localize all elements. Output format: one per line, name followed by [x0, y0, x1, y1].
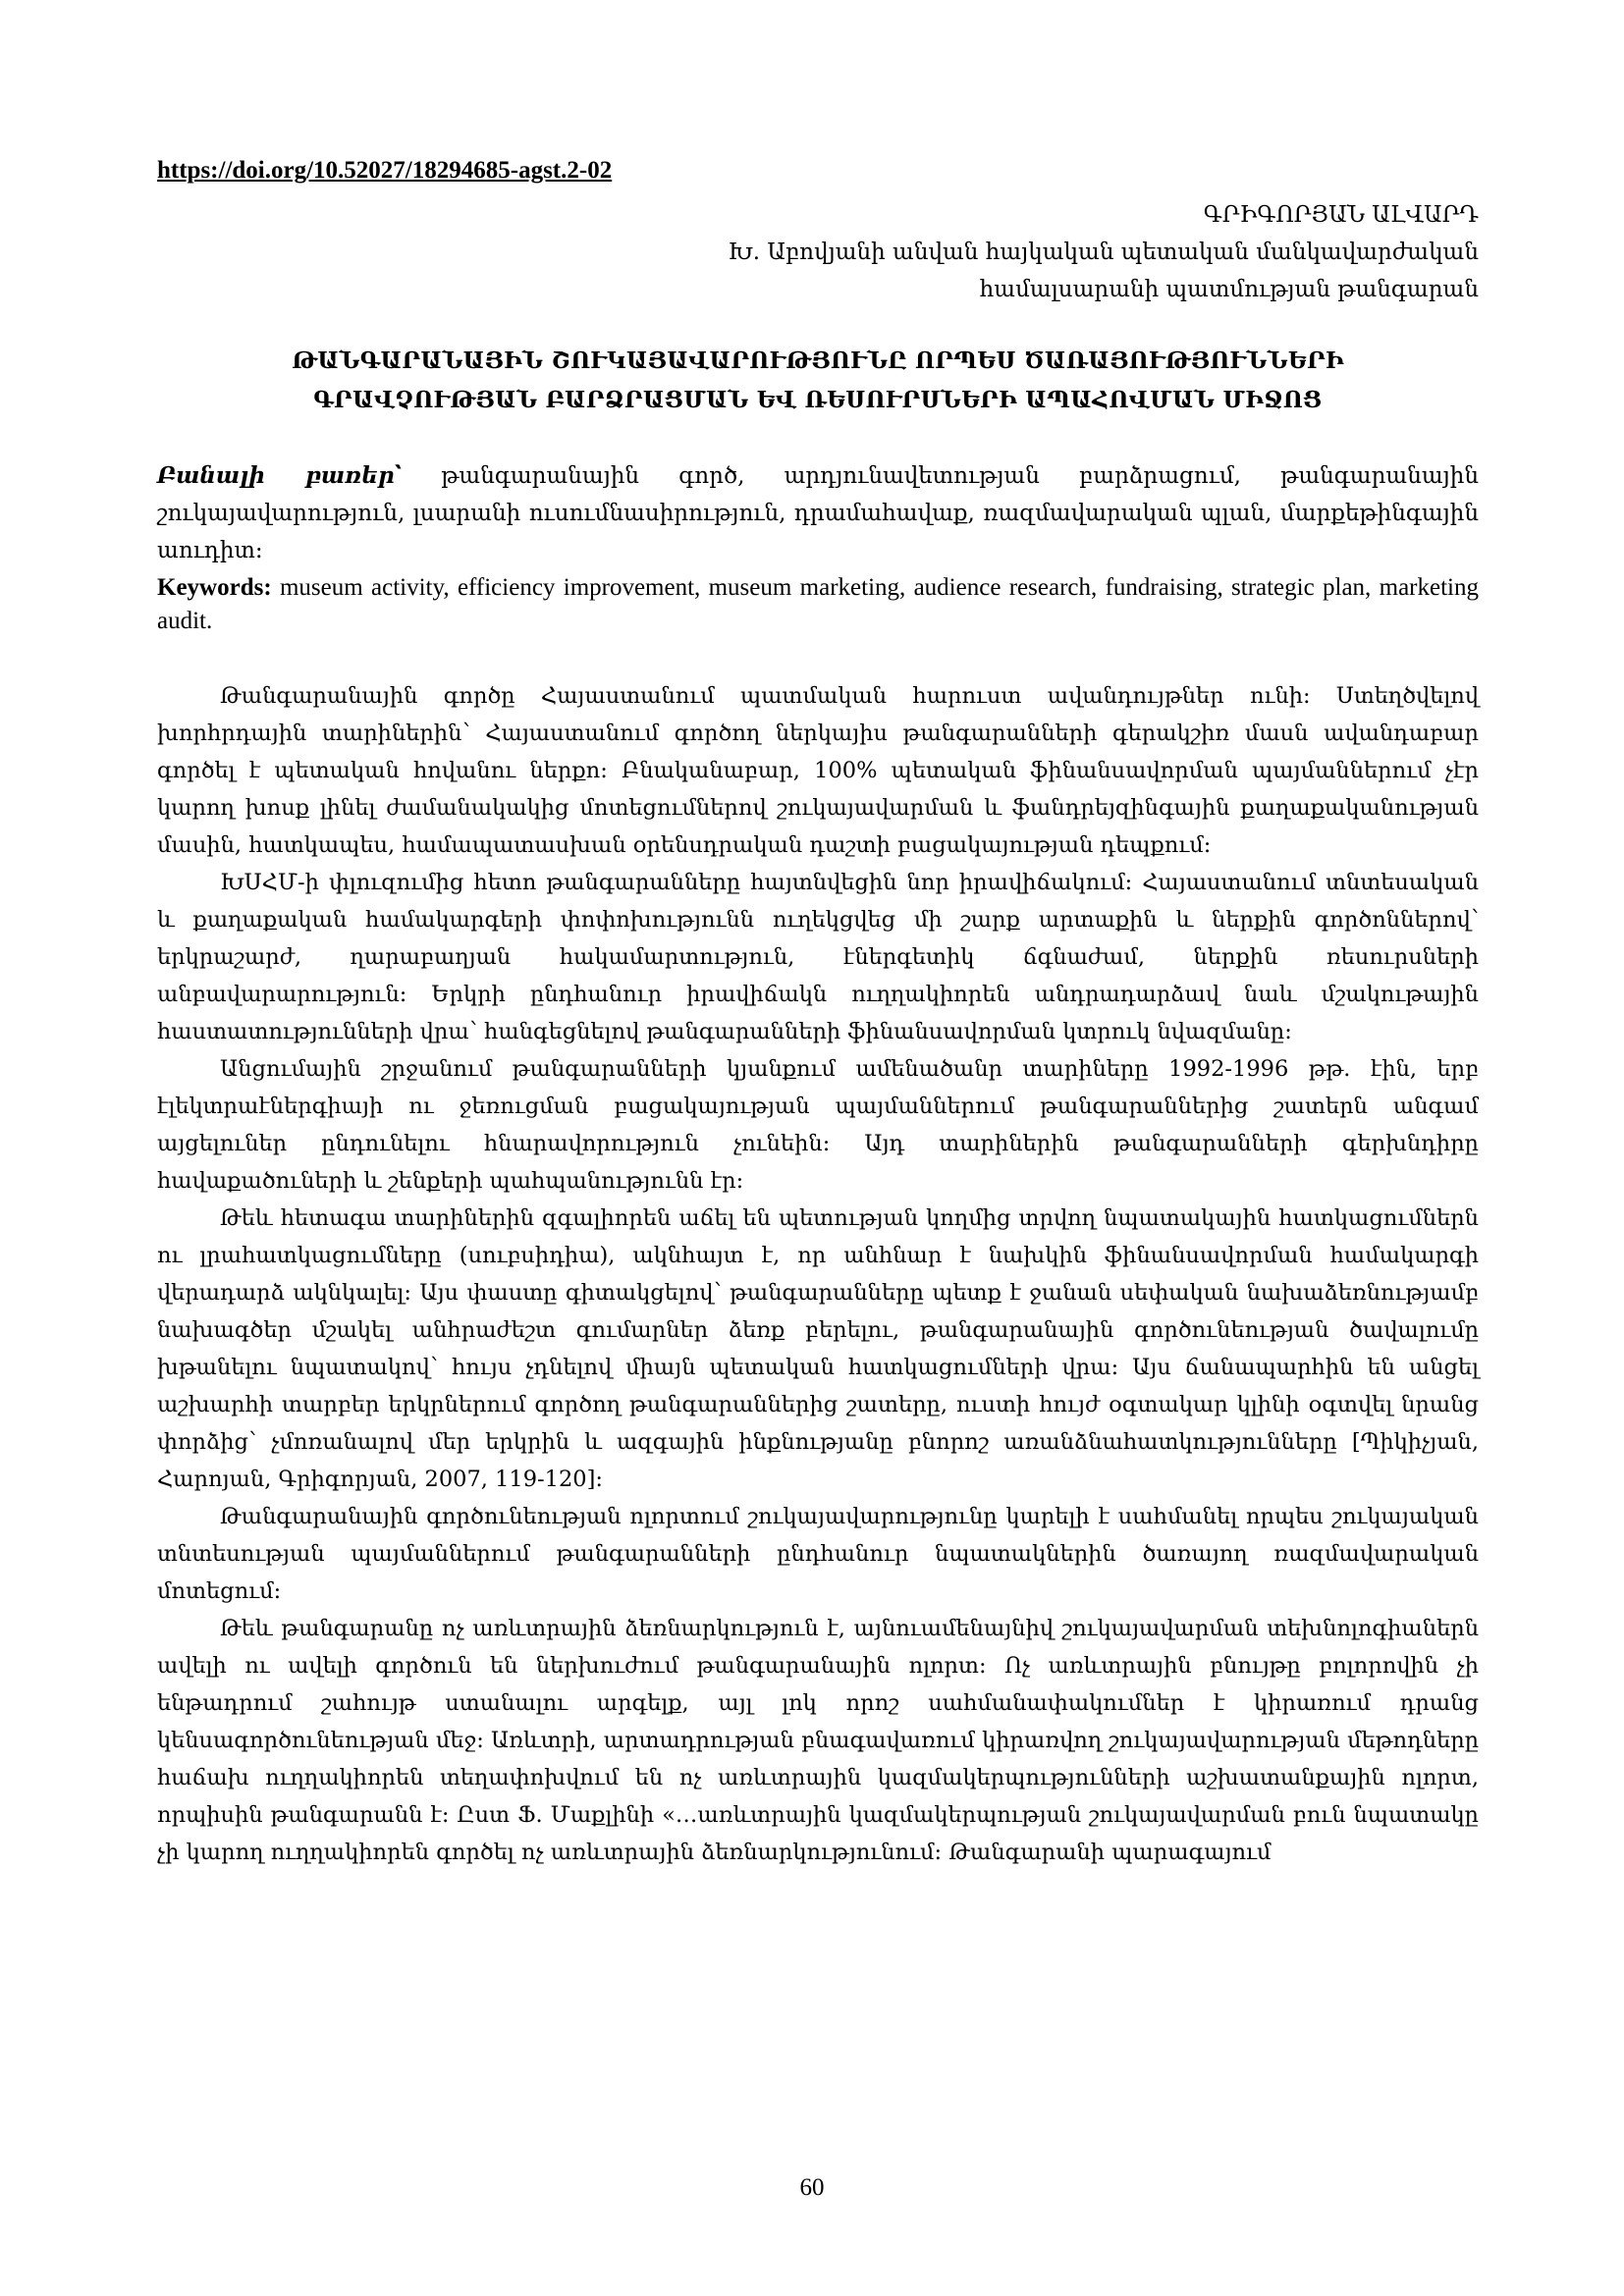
keywords-armenian-text: թանգարանային գործ, արդյունավետության բարձրացում, թանգարանային շուկայավարություն, լսարանի ուսումնասիրություն, դրամահավաք, ռազմավարական պլան, մարքեթինգային աուդիտ:	[157, 463, 1479, 563]
body-paragraph: ԽՍՀՄ-ի փլուզումից հետո թանգարանները հայտնվեցին նոր իրավիճակում: Հայաստանում տնտեսական և քաղաքական համակարգերի փոփոխությունն ուղեկցվեց մի շարք արտաքին և ներքին գործոններով՝ երկրաշարժ, ղարաբաղյան հակամարտություն, էներգետիկ ճգնաժամ, ներքին ռեսուրսների անբավարարություն: Երկրի ընդհանուր իրավիճակն ուղղակիորեն անդրադարձավ նաև մշակութային հաստատությունների վրա՝ հանգեցնելով թանգարանների ֆինանսավորման կտրուկ նվազմանը:	[157, 870, 1479, 1044]
body-paragraph: Թանգարանային գործունեության ոլորտում շուկայավարությունը կարելի է սահմանել որպես շուկայական տնտեսության պայմաններում թանգարանների ընդհանուր նպատակներին ծառայող ռազմավարական մոտեցում:	[157, 1504, 1479, 1604]
article-page	[157, 147, 1479, 2150]
keywords-armenian	[157, 457, 1479, 569]
page-number: 60	[799, 2174, 825, 2201]
keywords-english	[157, 571, 1479, 638]
doi-link[interactable]: https://doi.org/10.52027/18294685-agst.2-02	[157, 157, 613, 184]
body-paragraph: Թեև հետագա տարիներին զգալիորեն աճել են պետության կողմից տրվող նպատակային հատկացումներն ու լրահատկացումները (սուբսիդիա), ակնհայտ է, որ անհնար է նախկին ֆինանսավորման համակարգի վերադարձ ակնկալել: Այս փաստը գիտակցելով՝ թանգարանները պետք է ջանան սեփական նախաձեռնությամբ նախագծեր մշակել անհրաժեշտ գումարներ ձեռք բերելու, թանգարանային գործունեության ծավալումը խթանելու նպատակով՝ հույս չդնելով միայն պետական հատկացումների վրա: Այս ճանապարհին են անցել աշխարհի տարբեր երկրներում գործող թանգարաններից շատերը, ուստի հույժ օգտակար կլինի օգտվել նրանց փորձից՝ չմոռանալով մեր երկրին և ազգային ինքնությանը բնորոշ առանձնահատկությունները [Պիկիչյան, Հարոյան, Գրիգորյան, 2007, 119-120]:	[157, 1205, 1479, 1492]
article-body	[157, 677, 1479, 1871]
author-name: ԳՐԻԳՈՐՅԱՆ ԱԼՎԱՐԴ	[1203, 202, 1479, 228]
author-affiliation-line2: համալսարանի պատմության թանգարան	[979, 277, 1479, 302]
author-affiliation-line1: Խ. Աբովյանի անվան հայկական պետական մանկավարժական	[728, 240, 1479, 265]
article-title-line2: ԳՐԱՎՉՈՒԹՅԱՆ ԲԱՐՁՐԱՑՄԱՆ ԵՎ ՌԵՍՈՒՐՍՆԵՐԻ ԱՊԱՀՈՎՄԱՆ ՄԻՋՈՑ	[313, 387, 1323, 413]
body-paragraph: Թանգարանային գործը Հայաստանում պատմական հարուստ ավանդույթներ ունի: Ստեղծվելով խորհրդային տարիներին՝ Հայաստանում գործող ներկայիս թանգարանների գերակշիռ մասն ավանդաբար գործել է պետական հովանու ներքո: Բնականաբար, 100% պետական ֆինանսավորման պայմաններում չէր կարող խոսք լինել ժամանակակից մոտեցումներով շուկայավարման և ֆանդրեյզինգային քաղաքականության մասին, հատկապես, համապատասխան օրենսդրական դաշտի բացակայության դեպքում:	[157, 683, 1479, 858]
body-paragraph: Թեև թանգարանը ոչ առևտրային ձեռնարկություն է, այնուամենայնիվ շուկայավարման տեխնոլոգիաներն ավելի ու ավելի գործուն են ներխուժում թանգարանային ոլորտ: Ոչ առևտրային բնույթը բոլորովին չի ենթադրում շահույթ ստանալու արգելք, այլ լոկ որոշ սահմանափակումներ է կիրառում դրանց կենսագործունեության մեջ: Առևտրի, արտադրության բնագավառում կիրառվող շուկայավարության մեթոդները հաճախ ուղղակիորեն տեղափոխվում են ոչ առևտրային կազմակերպությունների աշխատանքային ոլորտ, որպիսին թանգարանն է: Ըստ Ֆ. Մաքլինի «…առևտրային կազմակերպության շուկայավարման բուն նպատակը չի կարող ուղղակիորեն գործել ոչ առևտրային ձեռնարկությունում: Թանգարանի պարագայում	[157, 1616, 1479, 1865]
keywords-armenian-label: Բանալի բառեր՝	[157, 462, 403, 489]
keywords-english-label: Keywords:	[157, 574, 272, 601]
keywords-english-text: museum activity, efficiency improvement, museum marketing, audience research, fundraising, strategic plan, marketing audit.	[157, 574, 1479, 634]
article-title	[157, 342, 1479, 420]
article-title-line1: ԹԱՆԳԱՐԱՆԱՅԻՆ ՇՈՒԿԱՅԱՎԱՐՈՒԹՅՈՒՆԸ ՈՐՊԵՍ ԾԱՌԱՅՈՒԹՅՈՒՆՆԵՐԻ	[292, 347, 1344, 374]
body-paragraph: Անցումային շրջանում թանգարանների կյանքում ամենածանր տարիները 1992-1996 թթ. էին, երբ էլեկտրաէներգիայի ու ջեռուցման բացակայության պայմաններում թանգարաններից շատերն անգամ այցելուներ ընդունելու հնարավորություն չունեին: Այդ տարիներին թանգարանների գերխնդիրը հավաքածուների և շենքերի պահպանությունն էր:	[157, 1056, 1479, 1194]
